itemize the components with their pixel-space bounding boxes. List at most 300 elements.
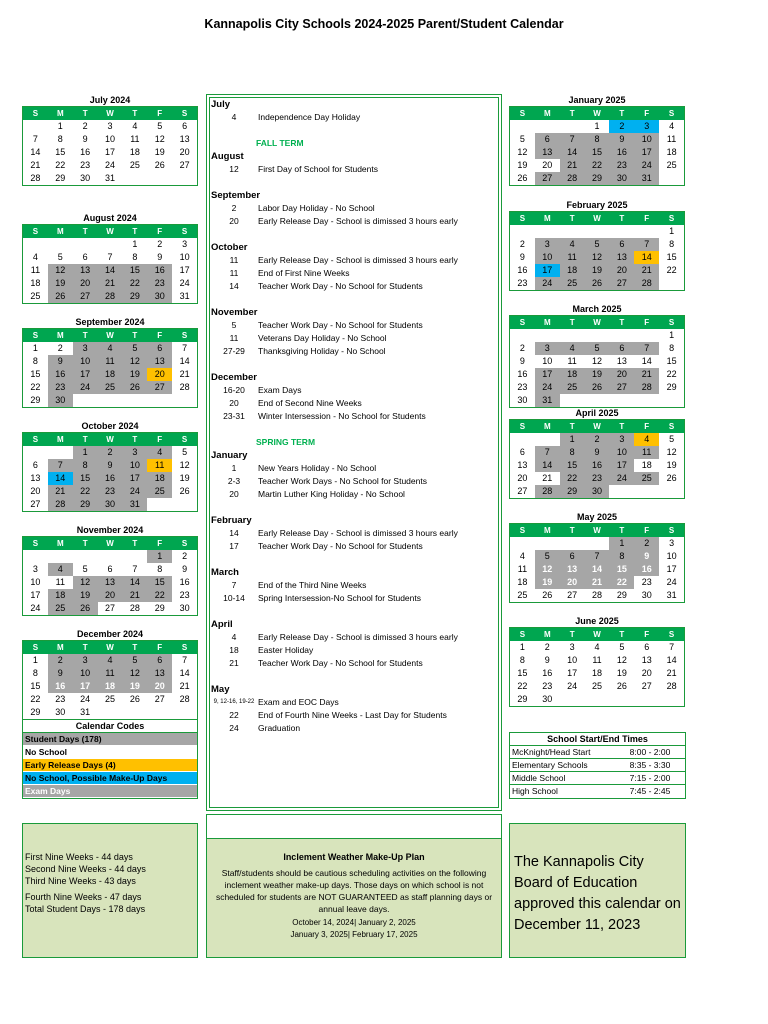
weekday-header: S — [23, 433, 48, 446]
weekday-header: S — [510, 420, 535, 433]
weekday-header: W — [98, 329, 123, 342]
nine-weeks-summary — [22, 823, 198, 958]
day-cell: 19 — [517, 160, 528, 170]
day-cell: 14 — [179, 356, 190, 366]
day-cell: 3 — [32, 564, 38, 574]
weekday-header: T — [73, 329, 98, 342]
day-cell: 22 — [666, 265, 677, 275]
day-cell: 3 — [182, 239, 188, 249]
event-day: 2-3 — [227, 476, 241, 486]
event-description: Teacher Work Day - No School for Students — [258, 658, 423, 668]
event-day: 20 — [229, 216, 239, 226]
month-calendar — [22, 628, 198, 720]
weekday-header: T — [73, 433, 98, 446]
day-cell: 18 — [129, 147, 140, 157]
weekday-header: F — [634, 420, 659, 433]
event-description: End of Fourth Nine Weeks - Last Day for Students — [258, 710, 447, 720]
day-cell: 17 — [73, 680, 98, 693]
weekday-header: F — [634, 524, 659, 537]
day-cell: 1 — [560, 433, 585, 446]
weather-plan-title: Inclement Weather Make-Up Plan — [283, 852, 425, 862]
empty-cell — [535, 329, 560, 342]
weekday-header: S — [23, 225, 48, 238]
event-description: Independence Day Holiday — [258, 112, 361, 122]
day-cell: 23 — [147, 277, 172, 290]
day-cell: 28 — [560, 172, 585, 185]
weekday-header: S — [659, 316, 684, 329]
empty-cell — [172, 172, 197, 185]
code-item: Early Release Days (4) — [23, 759, 197, 772]
event-row — [210, 540, 500, 553]
day-cell: 14 — [179, 668, 190, 678]
empty-cell — [609, 329, 634, 342]
day-cell: 17 — [634, 146, 659, 159]
school-name: High School — [512, 786, 558, 796]
day-cell: 26 — [73, 602, 98, 615]
day-cell: 6 — [107, 564, 113, 574]
day-cell: 29 — [30, 395, 41, 405]
day-cell: 5 — [122, 342, 147, 355]
day-cell: 6 — [182, 121, 188, 131]
page-title: Kannapolis City Schools 2024-2025 Parent/Student Calendar — [204, 17, 564, 31]
day-cell: 15 — [30, 369, 41, 379]
event-description: Early Release Day - School is dimissed 3 hours early — [258, 216, 458, 226]
day-cell: 9 — [157, 252, 163, 262]
weekday-header: F — [634, 316, 659, 329]
weekday-header: F — [147, 537, 172, 550]
term-heading: SPRING TERM — [256, 437, 316, 447]
day-cell: 23 — [542, 681, 553, 691]
event-day: 11 — [229, 333, 239, 343]
empty-cell — [510, 120, 535, 133]
day-cell: 26 — [179, 486, 190, 496]
weekday-header: T — [560, 107, 585, 120]
day-cell: 11 — [30, 265, 41, 275]
day-cell: 20 — [560, 576, 585, 589]
empty-cell — [73, 238, 98, 251]
empty-cell — [510, 329, 535, 342]
events-list — [209, 97, 499, 808]
month-title: August 2024 — [83, 213, 137, 223]
day-cell: 12 — [616, 655, 627, 665]
month-title: March 2025 — [572, 304, 622, 314]
empty-cell — [609, 225, 634, 238]
month-title: January 2025 — [568, 95, 626, 105]
day-cell: 6 — [644, 642, 650, 652]
day-cell: 3 — [669, 538, 675, 548]
day-cell: 8 — [560, 446, 585, 459]
day-cell: 27 — [609, 381, 634, 394]
day-cell: 24 — [73, 381, 98, 394]
day-cell: 21 — [542, 473, 553, 483]
day-cell: 30 — [179, 603, 190, 613]
day-cell: 13 — [147, 355, 172, 368]
third-nine-weeks: Third Nine Weeks - 43 days — [25, 876, 136, 886]
day-cell: 29 — [30, 707, 41, 717]
day-cell: 25 — [634, 472, 659, 485]
event-day: 11 — [229, 255, 239, 265]
day-cell: 28 — [535, 485, 560, 498]
day-cell: 10 — [634, 133, 659, 146]
day-cell: 4 — [32, 252, 38, 262]
day-cell: 5 — [535, 550, 560, 563]
event-row — [210, 579, 500, 592]
day-cell: 31 — [634, 172, 659, 185]
day-cell: 19 — [73, 589, 98, 602]
day-cell: 4 — [519, 551, 525, 561]
day-cell: 23 — [641, 577, 652, 587]
empty-cell — [659, 277, 684, 290]
day-cell: 5 — [585, 238, 610, 251]
weekday-header: F — [634, 628, 659, 641]
day-cell: 4 — [147, 446, 172, 459]
weekday-header: S — [172, 107, 197, 120]
day-cell: 8 — [132, 252, 138, 262]
day-cell: 27 — [30, 499, 41, 509]
day-cell: 19 — [179, 473, 190, 483]
day-cell: 6 — [519, 447, 525, 457]
day-cell: 27 — [641, 681, 652, 691]
day-cell: 11 — [592, 655, 602, 665]
day-cell: 9 — [82, 134, 88, 144]
event-row — [210, 319, 500, 332]
day-cell: 12 — [592, 356, 603, 366]
day-cell: 11 — [634, 446, 659, 459]
event-day: 11 — [229, 268, 239, 278]
term-heading: FALL TERM — [256, 138, 304, 148]
event-month: May — [211, 684, 230, 695]
day-cell: 2 — [182, 551, 188, 561]
day-cell: 22 — [55, 160, 66, 170]
total-student-days: Total Student Days - 178 days — [25, 904, 146, 914]
event-description: Teacher Work Days - No School for Students — [258, 476, 427, 486]
event-description: Early Release Day - School is dimissed 3 hours early — [258, 528, 458, 538]
day-cell: 30 — [542, 694, 553, 704]
day-cell: 2 — [57, 343, 63, 353]
day-cell: 6 — [535, 133, 560, 146]
empty-cell — [560, 537, 585, 550]
event-day: 20 — [229, 398, 239, 408]
time-row — [510, 759, 685, 772]
event-month: November — [211, 307, 258, 318]
weekday-header: T — [609, 316, 634, 329]
event-day: 2 — [231, 203, 237, 213]
day-cell: 21 — [634, 264, 659, 277]
event-month: July — [211, 99, 231, 110]
day-cell: 17 — [122, 472, 147, 485]
day-cell: 8 — [73, 459, 98, 472]
empty-cell — [634, 394, 659, 407]
weekday-header: T — [560, 316, 585, 329]
day-cell: 28 — [179, 382, 190, 392]
day-cell: 2 — [609, 120, 634, 133]
day-cell: 6 — [82, 252, 88, 262]
event-description: End of Second Nine Weeks — [258, 398, 362, 408]
weekday-header: T — [609, 524, 634, 537]
day-cell: 3 — [569, 642, 575, 652]
empty-cell — [48, 446, 73, 459]
weekday-header: S — [510, 107, 535, 120]
code-item: No School — [23, 746, 197, 759]
code-item: Student Days (178) — [23, 733, 197, 746]
empty-cell — [659, 693, 684, 706]
day-cell: 28 — [634, 277, 659, 290]
event-day: 17 — [229, 541, 239, 551]
school-times — [509, 732, 686, 799]
day-cell: 25 — [147, 485, 172, 498]
event-month: October — [211, 242, 248, 253]
weekday-header: S — [510, 212, 535, 225]
first-nine-weeks: First Nine Weeks - 44 days — [25, 852, 133, 862]
event-row — [210, 202, 500, 215]
day-cell: 4 — [560, 238, 585, 251]
day-cell: 16 — [98, 472, 123, 485]
day-cell: 23 — [585, 472, 610, 485]
day-cell: 2 — [98, 446, 123, 459]
empty-cell — [122, 706, 147, 719]
empty-cell — [585, 394, 610, 407]
day-cell: 9 — [519, 252, 525, 262]
weekday-header: S — [172, 537, 197, 550]
day-cell: 2 — [634, 537, 659, 550]
day-cell: 30 — [517, 395, 528, 405]
day-cell: 6 — [147, 342, 172, 355]
day-cell: 5 — [585, 342, 610, 355]
event-row — [210, 267, 500, 280]
month-calendar — [509, 303, 685, 408]
day-cell: 9 — [98, 459, 123, 472]
day-cell: 13 — [98, 576, 123, 589]
day-cell: 1 — [669, 226, 675, 236]
day-cell: 17 — [567, 668, 578, 678]
day-cell: 21 — [179, 681, 190, 691]
day-cell: 28 — [98, 290, 123, 303]
day-cell: 10 — [567, 655, 578, 665]
day-cell: 6 — [32, 460, 38, 470]
weekday-header: M — [48, 641, 73, 654]
weekday-header: S — [510, 524, 535, 537]
weekday-header: M — [48, 329, 73, 342]
day-cell: 21 — [666, 668, 677, 678]
day-cell: 14 — [641, 356, 652, 366]
event-row — [210, 631, 500, 644]
day-cell: 5 — [82, 564, 88, 574]
day-cell: 21 — [179, 369, 190, 379]
day-cell: 27 — [567, 590, 578, 600]
day-cell: 25 — [129, 160, 140, 170]
weekday-header: W — [585, 524, 610, 537]
divider — [206, 814, 502, 838]
event-day: 20 — [229, 489, 239, 499]
event-day: 5 — [231, 320, 237, 330]
day-cell: 19 — [48, 277, 73, 290]
day-cell: 15 — [666, 252, 677, 262]
day-cell: 22 — [585, 159, 610, 172]
event-row — [210, 592, 500, 605]
day-cell: 11 — [517, 564, 528, 574]
day-cell: 24 — [80, 694, 91, 704]
day-cell: 5 — [122, 654, 147, 667]
day-cell: 20 — [641, 668, 652, 678]
empty-cell — [659, 172, 684, 185]
day-cell: 31 — [105, 173, 116, 183]
day-cell: 16 — [517, 369, 528, 379]
event-description: End of the Third Nine Weeks — [258, 580, 367, 590]
event-description: Teacher Work Day - No School for Students — [258, 281, 423, 291]
weather-plan-body: Staff/students should be cautious scheduling activities on the following inclement weather make-up days. Those days on which school is not scheduled for students are NOT GUARANTEED as staff planning days or annual leave days. — [215, 868, 493, 914]
day-cell: 12 — [122, 355, 147, 368]
weekday-header: S — [172, 329, 197, 342]
event-day: 22 — [229, 710, 239, 720]
weekday-header: W — [98, 433, 123, 446]
day-cell: 2 — [544, 642, 550, 652]
weather-plan — [206, 838, 502, 958]
month-calendar — [509, 407, 685, 499]
event-row — [210, 709, 500, 722]
day-cell: 16 — [80, 147, 91, 157]
day-cell: 9 — [609, 133, 634, 146]
event-row — [210, 280, 500, 293]
calendar-codes-title: Calendar Codes — [23, 720, 197, 733]
day-cell: 13 — [535, 146, 560, 159]
day-cell: 17 — [105, 147, 116, 157]
weekday-header: T — [122, 433, 147, 446]
weekday-header: T — [122, 641, 147, 654]
day-cell: 29 — [55, 173, 66, 183]
empty-cell — [172, 498, 197, 511]
event-description: Early Release Day - School is dimissed 3 hours early — [258, 255, 458, 265]
day-cell: 13 — [73, 264, 98, 277]
day-cell: 15 — [560, 459, 585, 472]
day-cell: 1 — [73, 446, 98, 459]
empty-cell — [634, 693, 659, 706]
day-cell: 3 — [609, 433, 634, 446]
event-description: Labor Day Holiday - No School — [258, 203, 375, 213]
month-calendar — [509, 94, 685, 186]
empty-cell — [23, 120, 48, 133]
day-cell: 27 — [179, 160, 190, 170]
day-cell: 1 — [594, 121, 600, 131]
weekday-header: S — [659, 524, 684, 537]
weekday-header: S — [659, 212, 684, 225]
weekday-header: W — [98, 641, 123, 654]
day-cell: 16 — [48, 680, 73, 693]
day-cell: 19 — [535, 576, 560, 589]
day-cell: 30 — [585, 485, 610, 498]
day-cell: 11 — [130, 134, 140, 144]
event-row — [210, 696, 500, 709]
day-cell: 15 — [666, 356, 677, 366]
day-cell: 24 — [535, 381, 560, 394]
day-cell: 20 — [609, 368, 634, 381]
day-cell: 22 — [517, 681, 528, 691]
school-times-title: School Start/End Times — [510, 733, 685, 746]
day-cell: 26 — [517, 173, 528, 183]
fourth-nine-weeks: Fourth Nine Weeks - 47 days — [25, 892, 142, 902]
day-cell: 1 — [57, 121, 63, 131]
day-cell: 28 — [129, 603, 140, 613]
event-description: Winter Intersession - No School for Students — [258, 411, 426, 421]
weekday-header: T — [560, 628, 585, 641]
day-cell: 13 — [616, 356, 627, 366]
day-cell: 21 — [560, 159, 585, 172]
day-cell: 30 — [80, 173, 91, 183]
weekday-header: W — [98, 225, 123, 238]
day-cell: 17 — [535, 264, 560, 277]
weekday-header: T — [560, 420, 585, 433]
day-cell: 14 — [535, 459, 560, 472]
day-cell: 20 — [147, 680, 172, 693]
day-cell: 17 — [535, 368, 560, 381]
empty-cell — [98, 706, 123, 719]
weekday-header: W — [585, 107, 610, 120]
weekday-header: S — [510, 628, 535, 641]
weekday-header: W — [585, 316, 610, 329]
day-cell: 13 — [179, 134, 190, 144]
school-hours: 7:45 - 2:45 — [629, 786, 671, 796]
day-cell: 5 — [57, 252, 63, 262]
weekday-header: S — [23, 329, 48, 342]
weather-dates-2: January 3, 2025| February 17, 2025 — [290, 930, 418, 939]
day-cell: 8 — [32, 356, 38, 366]
day-cell: 23 — [609, 159, 634, 172]
day-cell: 4 — [98, 342, 123, 355]
day-cell: 22 — [666, 369, 677, 379]
weekday-header: T — [73, 537, 98, 550]
day-cell: 23 — [48, 381, 73, 394]
event-day: 10-14 — [223, 593, 245, 603]
day-cell: 25 — [666, 160, 677, 170]
weekday-header: M — [48, 433, 73, 446]
day-cell: 25 — [105, 694, 116, 704]
weekday-header: T — [122, 329, 147, 342]
day-cell: 24 — [105, 160, 116, 170]
day-cell: 17 — [73, 368, 98, 381]
day-cell: 10 — [73, 667, 98, 680]
weekday-header: F — [147, 433, 172, 446]
weather-dates-1: October 14, 2024| January 2, 2025 — [292, 918, 416, 927]
event-description: Teacher Work Day - No School for Students — [258, 320, 423, 330]
day-cell: 27 — [147, 381, 172, 394]
day-cell: 20 — [517, 473, 528, 483]
events-panel — [206, 94, 502, 811]
empty-cell — [560, 394, 585, 407]
event-row — [210, 215, 500, 228]
day-cell: 22 — [73, 485, 98, 498]
day-cell: 10 — [105, 134, 116, 144]
empty-cell — [147, 706, 172, 719]
day-cell: 4 — [132, 121, 138, 131]
month-title: October 2024 — [81, 421, 139, 431]
month-calendar — [22, 316, 198, 408]
day-cell: 7 — [132, 564, 138, 574]
day-cell: 26 — [48, 290, 73, 303]
day-cell: 2 — [82, 121, 88, 131]
day-cell: 10 — [666, 551, 677, 561]
school-hours: 8:00 - 2:00 — [629, 747, 671, 757]
day-cell: 30 — [609, 172, 634, 185]
event-description: Exam Days — [258, 385, 302, 395]
day-cell: 27 — [105, 603, 116, 613]
day-cell: 19 — [122, 680, 147, 693]
day-cell: 31 — [179, 291, 190, 301]
day-cell: 22 — [30, 694, 41, 704]
day-cell: 29 — [517, 694, 528, 704]
day-cell: 21 — [30, 160, 41, 170]
day-cell: 29 — [154, 603, 165, 613]
day-cell: 20 — [147, 368, 172, 381]
weekday-header: F — [147, 107, 172, 120]
